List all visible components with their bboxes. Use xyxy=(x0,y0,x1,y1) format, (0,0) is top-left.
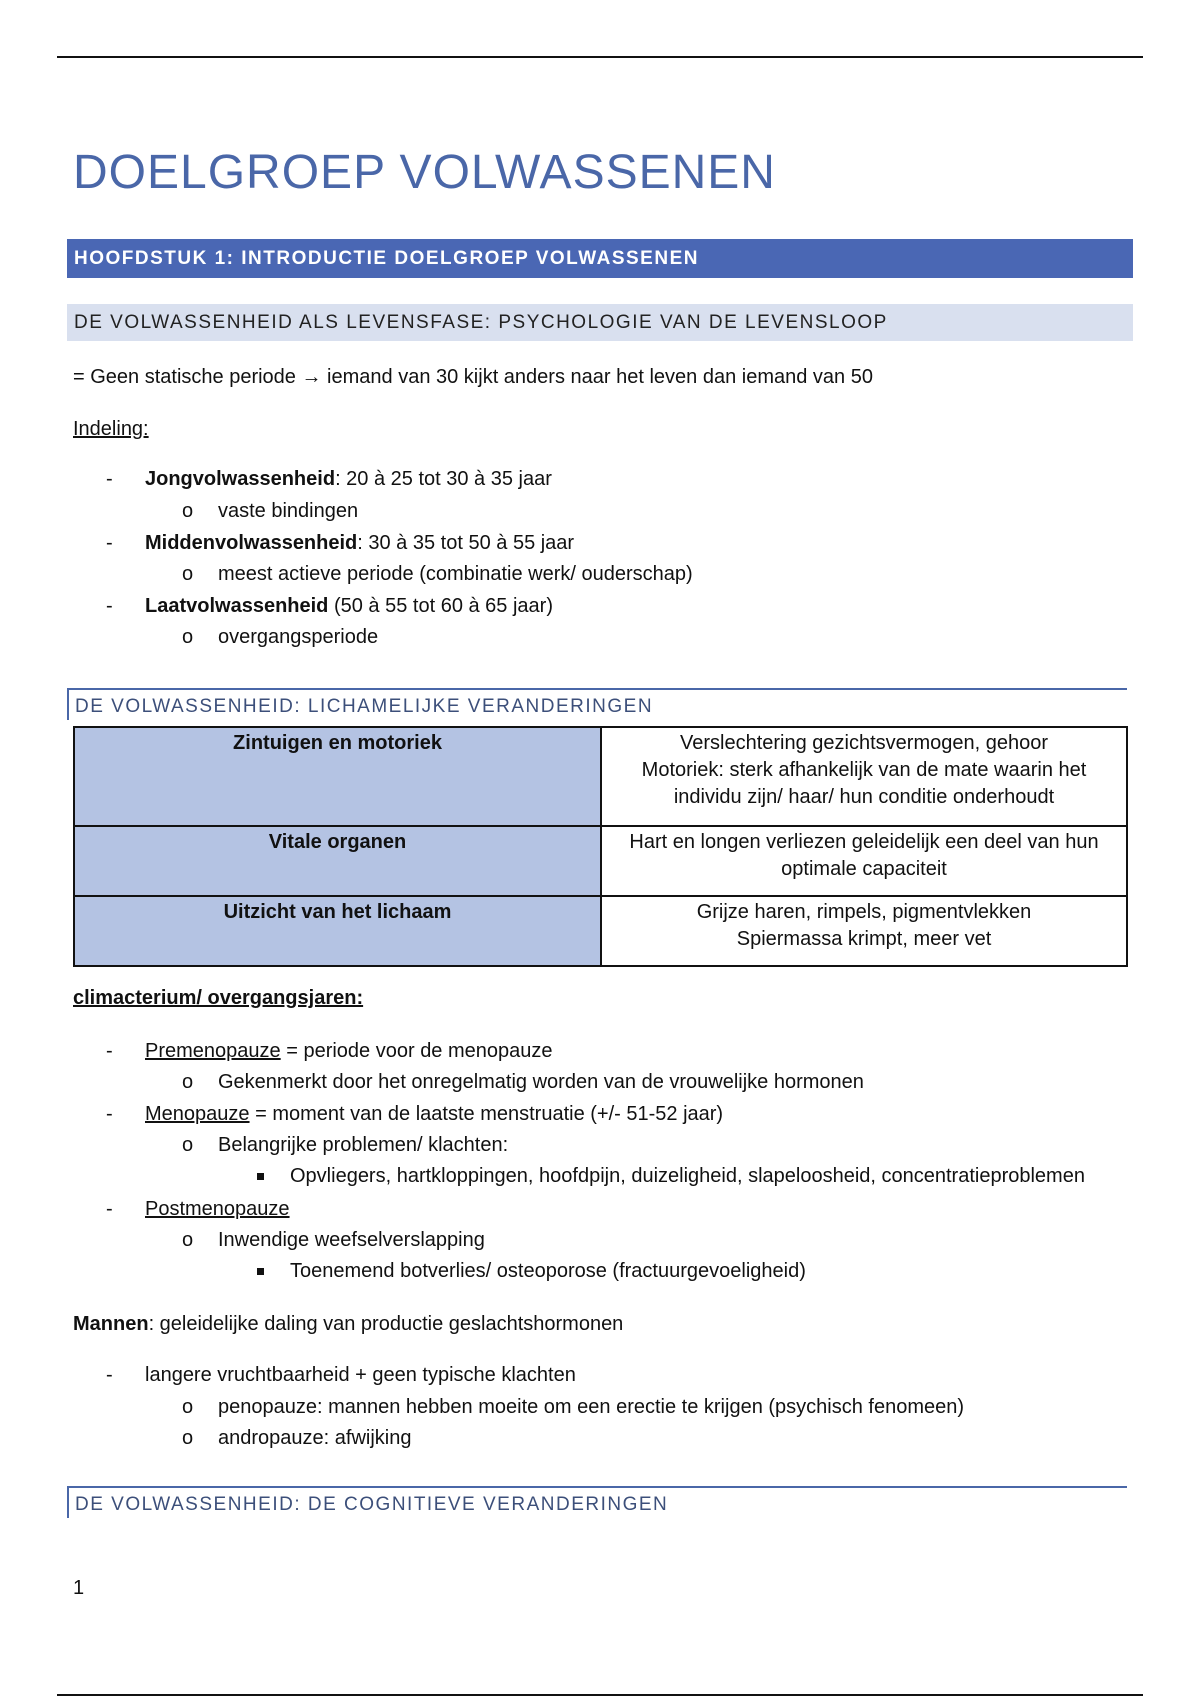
table-value-cell: Verslechtering gezichtsvermogen, gehoor Motoriek: sterk afhankelijk van de mate waarin het individu zijn/ haar/ hun conditie onderhoudt xyxy=(601,727,1127,826)
circle-bullet: o xyxy=(182,1071,194,1093)
arrow-icon: → xyxy=(301,366,322,388)
top-rule xyxy=(57,56,1143,58)
list-item: Jongvolwassenheid: 20 à 25 tot 30 à 35 jaar xyxy=(145,468,552,490)
dash-bullet: - xyxy=(106,1198,113,1220)
bottom-rule xyxy=(57,1694,1143,1696)
list-subitem: Belangrijke problemen/ klachten: xyxy=(218,1134,509,1156)
climacterium-label: climacterium/ overgangsjaren: xyxy=(73,987,364,1009)
list-subsubitem: Toenemend botverlies/ osteoporose (fractuurgevoeligheid) xyxy=(290,1260,806,1282)
list-subitem: andropauze: afwijking xyxy=(218,1427,412,1449)
chapter-heading: HOOFDSTUK 1: INTRODUCTIE DOELGROEP VOLWASSENEN xyxy=(67,239,1133,278)
table-key-cell: Zintuigen en motoriek xyxy=(74,727,601,826)
list-item: Laatvolwassenheid (50 à 55 tot 60 à 65 jaar) xyxy=(145,595,553,617)
section-heading-levensfase: DE VOLWASSENHEID ALS LEVENSFASE: PSYCHOLOGIE VAN DE LEVENSLOOP xyxy=(67,304,1133,341)
list-subitem: Gekenmerkt door het onregelmatig worden van de vrouwelijke hormonen xyxy=(218,1071,864,1093)
circle-bullet: o xyxy=(182,1396,194,1418)
circle-bullet: o xyxy=(182,1427,194,1449)
list-subitem: overgangsperiode xyxy=(218,626,379,648)
circle-bullet: o xyxy=(182,1229,194,1251)
changes-table xyxy=(73,726,1128,967)
list-subitem: penopauze: mannen hebben moeite om een erectie te krijgen (psychisch fenomeen) xyxy=(218,1396,965,1418)
dash-bullet: - xyxy=(106,595,113,617)
table-row xyxy=(74,826,1127,896)
section-heading-cognitief: DE VOLWASSENHEID: DE COGNITIEVE VERANDERINGEN xyxy=(67,1486,1127,1518)
list-subitem: vaste bindingen xyxy=(218,500,359,522)
table-value-cell: Hart en longen verliezen geleidelijk een deel van hun optimale capaciteit xyxy=(601,826,1127,896)
page-number: 1 xyxy=(73,1577,85,1599)
section-heading-lichamelijk: DE VOLWASSENHEID: LICHAMELIJKE VERANDERINGEN xyxy=(67,688,1127,720)
circle-bullet: o xyxy=(182,500,194,522)
square-bullet-icon xyxy=(257,1268,264,1275)
list-item: langere vruchtbaarheid + geen typische klachten xyxy=(145,1364,576,1386)
intro-line: = Geen statische periode → iemand van 30 kijkt anders naar het leven dan iemand van 50 xyxy=(73,366,873,388)
dash-bullet: - xyxy=(106,1364,113,1386)
table-row xyxy=(74,727,1127,826)
square-bullet-icon xyxy=(257,1173,264,1180)
table-key-cell: Uitzicht van het lichaam xyxy=(74,896,601,966)
table-row xyxy=(74,896,1127,966)
list-subitem: Inwendige weefselverslapping xyxy=(218,1229,485,1251)
page-title: DOELGROEP VOLWASSENEN xyxy=(73,146,776,199)
dash-bullet: - xyxy=(106,532,113,554)
list-subitem: meest actieve periode (combinatie werk/ ouderschap) xyxy=(218,563,693,585)
dash-bullet: - xyxy=(106,1040,113,1062)
list-item: Premenopauze = periode voor de menopauze xyxy=(145,1040,553,1062)
circle-bullet: o xyxy=(182,1134,194,1156)
mannen-line: Mannen: geleidelijke daling van productie geslachtshormonen xyxy=(73,1313,624,1335)
table-key-cell: Vitale organen xyxy=(74,826,601,896)
list-subsubitem: Opvliegers, hartkloppingen, hoofdpijn, duizeligheid, slapeloosheid, concentratieproblemen xyxy=(290,1165,1085,1187)
list-item: Postmenopauze xyxy=(145,1198,290,1220)
circle-bullet: o xyxy=(182,563,194,585)
table-value-cell: Grijze haren, rimpels, pigmentvlekken Spiermassa krimpt, meer vet xyxy=(601,896,1127,966)
dash-bullet: - xyxy=(106,1103,113,1125)
dash-bullet: - xyxy=(106,468,113,490)
list-item: Middenvolwassenheid: 30 à 35 tot 50 à 55 jaar xyxy=(145,532,575,554)
indeling-label: Indeling: xyxy=(73,418,149,440)
list-item: Menopauze = moment van de laatste menstruatie (+/- 51-52 jaar) xyxy=(145,1103,724,1125)
circle-bullet: o xyxy=(182,626,194,648)
